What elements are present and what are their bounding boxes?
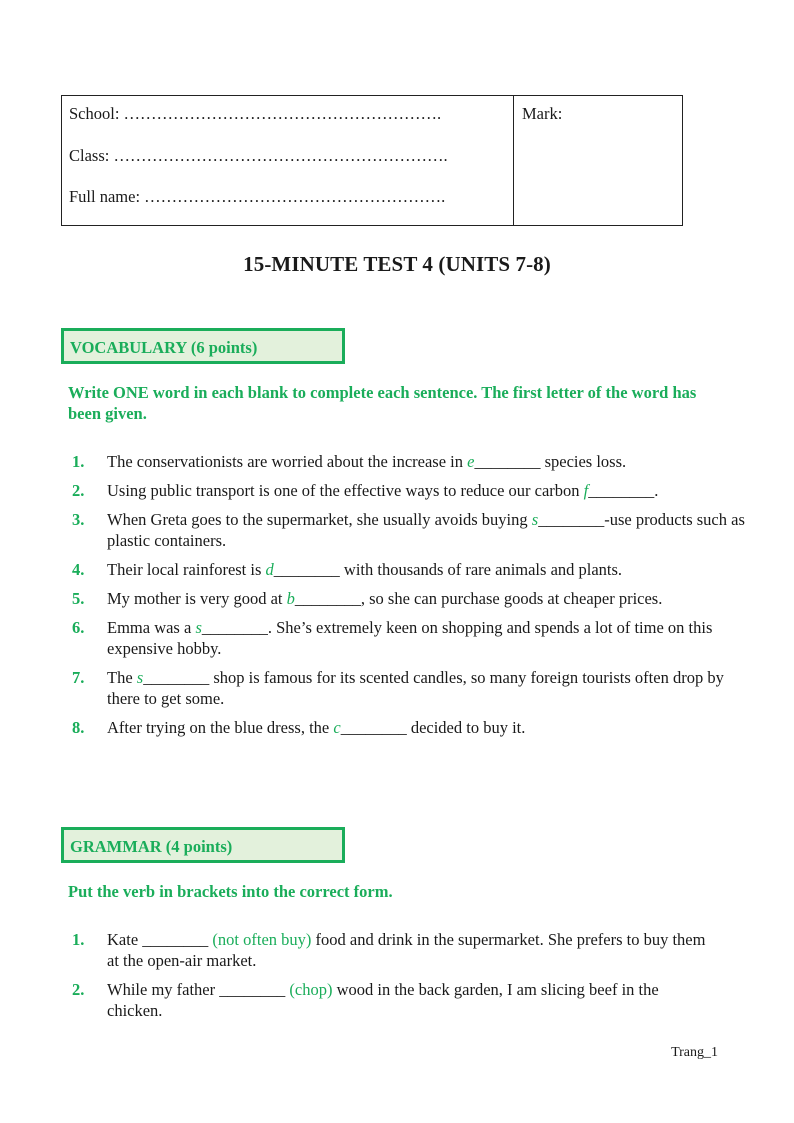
answer-blank[interactable]: ________-use products such as plastic containers. — [107, 510, 745, 550]
item-number: 2. — [72, 481, 85, 500]
item-number: 2. — [72, 980, 85, 999]
item-text: The s________ shop is famous for its scented candles, so many foreign tourists often drop by there to get some. — [107, 668, 724, 708]
first-letter-hint: s — [531, 510, 539, 529]
full-name-field[interactable]: Full name: ………………………………………………. — [69, 187, 446, 206]
item-text: After trying on the blue dress, the c________ decided to buy it. — [107, 718, 526, 737]
item-text: My mother is very good at b________, so she can purchase goods at cheaper prices. — [107, 589, 663, 608]
answer-blank[interactable]: ________. — [588, 481, 659, 500]
first-letter-hint: b — [286, 589, 295, 608]
vocabulary-instruction: Write ONE word in each blank to complete each sentence. The first letter of the word has been given. — [68, 383, 697, 423]
item-text: Kate ________ (not often buy) food and drink in the supermarket. She prefers to buy them at the open-air market. — [107, 930, 706, 970]
verb-hint: (chop) — [289, 980, 333, 999]
item-number: 7. — [72, 668, 85, 687]
list-item — [72, 717, 752, 738]
answer-blank[interactable]: ________ species loss. — [474, 452, 627, 471]
vocabulary-list — [72, 451, 752, 746]
item-number: 4. — [72, 560, 85, 579]
first-letter-hint: c — [333, 718, 341, 737]
item-number: 8. — [72, 718, 85, 737]
grammar-list — [72, 929, 752, 1029]
item-number: 1. — [72, 930, 85, 949]
item-text: Using public transport is one of the effective ways to reduce our carbon f________. — [107, 481, 659, 500]
mark-cell — [514, 96, 682, 225]
student-info-fields — [62, 96, 514, 225]
list-item — [72, 667, 752, 709]
student-info-box — [61, 95, 683, 226]
answer-blank[interactable]: ________ with thousands of rare animals and plants. — [273, 560, 623, 579]
item-number: 1. — [72, 452, 85, 471]
class-field[interactable]: Class: ……………………………………………………. — [69, 145, 448, 165]
first-letter-hint: s — [195, 618, 202, 637]
item-text: Emma was a s________. She’s extremely keen on shopping and spends a lot of time on this expensive hobby. — [107, 618, 713, 658]
first-letter-hint: s — [136, 668, 144, 687]
first-letter-hint: e — [467, 452, 475, 471]
answer-blank[interactable]: Kate ________ — [107, 930, 213, 949]
vocabulary-heading: VOCABULARY (6 points) — [61, 328, 345, 364]
school-field[interactable]: School: …………………………………………………. — [69, 104, 442, 123]
list-item — [72, 480, 752, 501]
list-item — [72, 588, 752, 609]
test-title: 15-MINUTE TEST 4 (UNITS 7-8) — [243, 252, 551, 276]
first-letter-hint: d — [265, 560, 274, 579]
item-text: The conservationists are worried about the increase in e________ species loss. — [107, 452, 627, 471]
item-number: 6. — [72, 618, 85, 637]
item-text: Their local rainforest is d________ with thousands of rare animals and plants. — [107, 560, 623, 579]
grammar-instruction: Put the verb in brackets into the correct form. — [68, 882, 393, 901]
list-item — [72, 617, 752, 659]
item-text: When Greta goes to the supermarket, she usually avoids buying s________-use products such as plastic containers. — [107, 510, 745, 550]
item-number: 3. — [72, 510, 85, 529]
grammar-heading: GRAMMAR (4 points) — [61, 827, 345, 863]
first-letter-hint: f — [583, 481, 589, 500]
list-item — [72, 509, 752, 551]
list-item — [72, 929, 752, 971]
mark-label: Mark: — [522, 104, 563, 123]
page-number: Trang_1 — [671, 1045, 718, 1060]
answer-blank[interactable]: ________. She’s extremely keen on shopping and spends a lot of time on this expensive hobby. — [107, 618, 713, 658]
list-item — [72, 451, 752, 472]
list-item — [72, 979, 752, 1021]
answer-blank[interactable]: While my father ________ — [107, 980, 290, 999]
item-number: 5. — [72, 589, 85, 608]
list-item — [72, 559, 752, 580]
answer-blank[interactable]: ________ decided to buy it. — [340, 718, 526, 737]
answer-blank[interactable]: ________ shop is famous for its scented candles, so many foreign tourists often drop by there to get some. — [107, 668, 724, 708]
answer-blank[interactable]: ________, so she can purchase goods at cheaper prices. — [294, 589, 663, 608]
item-text: While my father ________ (chop) wood in the back garden, I am slicing beef in the chicken. — [107, 980, 659, 1020]
verb-hint: (not often buy) — [212, 930, 312, 949]
